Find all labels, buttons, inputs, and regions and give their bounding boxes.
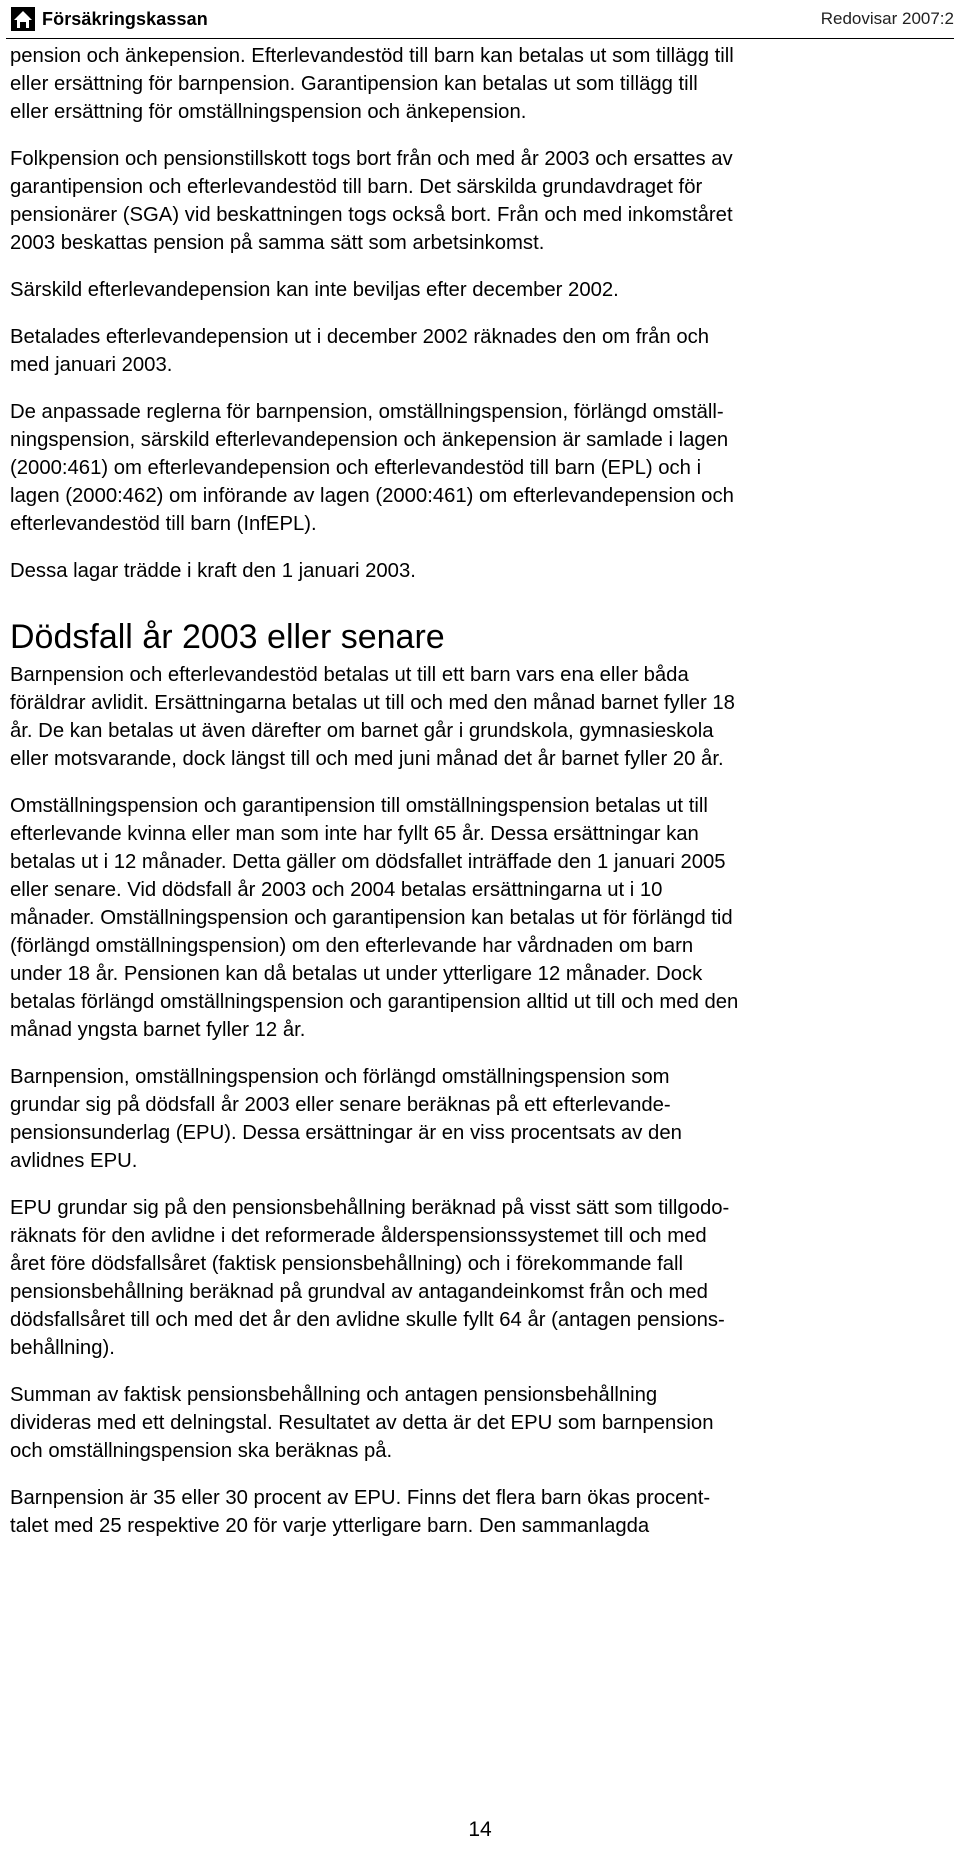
paragraph: Särskild efterlevandepension kan inte beviljas efter december 2002.: [10, 279, 619, 301]
paragraph: De anpassade reglerna för barnpension, omställningspension, förlängd omställ- ningspension, särskild efterlevandepension och änkepension är samlade i lagen (2000:461) om efterlevandepension och efterlevandestöd till barn (EPL) och i lagen (2000:462) om införande av lagen (2000:461) om efterlevandepension och efterlevandestöd till barn (InfEPL).: [10, 401, 734, 535]
page-header: [6, 4, 954, 34]
paragraph: Summan av faktisk pensionsbehållning och antagen pensionsbehållning divideras med ett delningstal. Resultatet av detta är det EPU som barnpension och omställningspension ska beräknas på.: [10, 1384, 714, 1462]
brand-name: Försäkringskassan: [42, 8, 208, 29]
paragraph: Betalades efterlevandepension ut i december 2002 räknades den om från och med januari 2003.: [10, 326, 710, 376]
paragraph: Omställningspension och garantipension till omställningspension betalas ut till efterlevande kvinna eller man som inte har fyllt 65 år. Dessa ersättningar kan betalas ut i 12 månader. Detta gäller om dödsfallet inträffade den 1 januari 2005 eller senare. Vid dödsfall år 2003 och 2004 betalas ersättningarna ut i 10 månader. Omställningspension och garantipension kan betalas ut för förlängd tid (förlängd omställningspension) om den efterlevande har vårdnaden om barn under 18 år. Pensionen kan då betalas ut under ytterligare 12 månader. Dock betalas förlängd omställningspension och garantipension alltid ut till och med den månad yngsta barnet fyller 12 år.: [10, 795, 739, 1041]
section-heading: Dödsfall år 2003 eller senare: [10, 618, 445, 656]
document-body: [10, 42, 940, 1559]
paragraph: Dessa lagar trädde i kraft den 1 januari 2003.: [10, 560, 416, 582]
paragraph: Barnpension och efterlevandestöd betalas ut till ett barn vars ena eller båda föräldrar avlidit. Ersättningarna betalas ut till och med den månad barnet fyller 18 år. De kan betalas ut även därefter om barnet går i grundskola, gymnasieskola eller motsvarande, dock längst till och med juni månad det år barnet fyller 20 år.: [10, 664, 735, 770]
logo: [10, 6, 208, 32]
paragraph: Barnpension, omställningspension och förlängd omställningspension som grundar sig på dödsfall år 2003 eller senare beräknas på ett efterlevande- pensionsunderlag (EPU). Dessa ersättningar är en viss procentsats av den avlidnes EPU.: [10, 1066, 682, 1172]
paragraph: Barnpension är 35 eller 30 procent av EPU. Finns det flera barn ökas procent- talet med 25 respektive 20 för varje ytterligare barn. Den sammanlagda: [10, 1487, 711, 1537]
report-label: Redovisar 2007:2: [820, 9, 954, 28]
house-logo-icon: [10, 6, 36, 32]
paragraph: EPU grundar sig på den pensionsbehållning beräknad på visst sätt som tillgodo- räknats för den avlidne i det reformerade ålderspensionssystemet till och med året före dödsfallsåret (faktisk pensionsbehållning) och i förekommande fall pensionsbehållning beräknad på grundval av antagandeinkomst från och med dödsfallsåret till och med det år den avlidne skulle fyllt 64 år (antagen pensions- behållning).: [10, 1197, 730, 1359]
paragraph: Folkpension och pensionstillskott togs bort från och med år 2003 och ersattes av garantipension och efterlevandestöd till barn. Det särskilda grundavdraget för pensionärer (SGA) vid beskattningen togs också bort. Från och med inkomståret 2003 beskattas pension på samma sätt som arbetsinkomst.: [10, 148, 733, 254]
page-number: 14: [468, 1818, 492, 1841]
header-divider: [6, 38, 954, 39]
paragraph: pension och änkepension. Efterlevandestöd till barn kan betalas ut som tillägg till eller ersättning för barnpension. Garantipension kan betalas ut som tillägg till eller ersättning för omställningspension och änkepension.: [10, 45, 734, 123]
